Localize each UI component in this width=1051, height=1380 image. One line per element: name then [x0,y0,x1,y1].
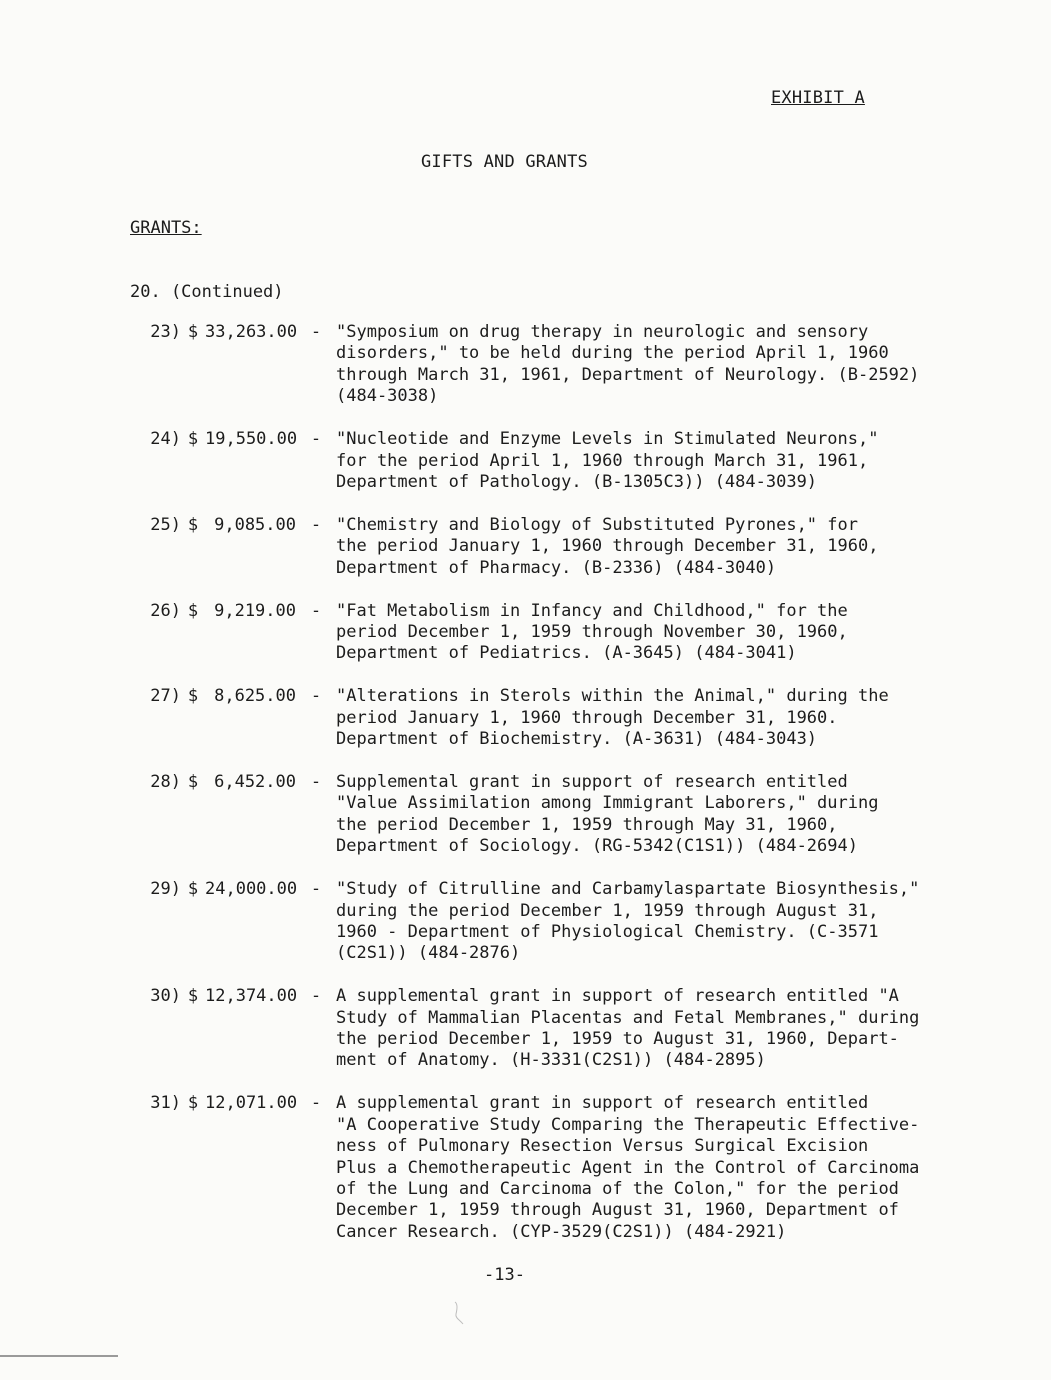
entry-description: Supplemental grant in support of research entitled "Value Assimilation among Immigrant Laborers," during the period December 1, 1959 through May 31, 1960, Department of Sociology. (RG-5342(C1S1)) (484-2694) [336,772,879,857]
entry-number: 26) [150,600,181,621]
entry-description: "Symposium on drug therapy in neurologic and sensory disorders," to be held during the period April 1, 1960 through March 31, 1961, Department of Neurology. (B-2592) (484-3038) [336,322,920,407]
entry-number: 27) [150,686,181,707]
grant-entry [0,686,1051,750]
grant-entry [0,515,1051,579]
dollar-sign: $ [187,986,199,1007]
exhibit-label: EXHIBIT A [771,88,865,108]
entry-description: A supplemental grant in support of research entitled "A Study of Mammalian Placentas and Fetal Membranes," during the period December 1, 1959 to August 31, 1960, Depart- ment of Anatomy. (H-3331(C2S1)) (484-2895) [336,986,920,1071]
dollar-sign: $ [187,686,199,707]
dollar-sign: $ [187,772,199,792]
entry-number: 30) [150,986,181,1007]
entry-amount: 19,550.00 [205,429,298,450]
grant-entry [0,1093,1051,1243]
entry-separator: - [310,879,322,900]
entry-amount: 9,219.00 [214,600,296,621]
entry-amount: 6,452.00 [214,772,296,792]
grant-entry [0,772,1051,858]
entry-amount: 12,071.00 [205,1093,298,1114]
entry-description: "Fat Metabolism in Infancy and Childhood," for the period December 1, 1959 through November 30, 1960, Department of Pediatrics. (A-3645) (484-3041) [336,600,848,664]
dollar-sign: $ [187,322,199,342]
entry-separator: - [310,514,322,535]
entry-description: "Alterations in Sterols within the Animal," during the period January 1, 1960 through December 31, 1960. Department of Biochemistry. (A-3631) (484-3043) [336,686,889,750]
pencil-mark-icon [452,1300,466,1326]
entry-separator: - [310,600,322,621]
entry-number: 23) [150,322,181,342]
entry-number: 28) [150,772,181,792]
entry-separator: - [310,772,322,792]
dollar-sign: $ [187,1093,199,1114]
dollar-sign: $ [187,514,199,535]
entry-separator: - [310,322,322,342]
entry-number: 29) [150,879,181,900]
entry-description: "Chemistry and Biology of Substituted Pyrones," for the period January 1, 1960 through December 31, 1960, Department of Pharmacy. (B-2336) (484-3040) [336,514,879,578]
page-title: GIFTS AND GRANTS [421,152,588,172]
entry-separator: - [310,429,322,450]
section-heading: GRANTS: [130,218,202,238]
grant-list [0,322,1051,1265]
grant-entry [0,986,1051,1072]
grant-entry [0,429,1051,493]
entry-amount: 24,000.00 [205,879,298,900]
dollar-sign: $ [187,600,199,621]
entry-separator: - [310,686,322,707]
entry-description: "Nucleotide and Enzyme Levels in Stimulated Neurons," for the period April 1, 1960 through March 31, 1961, Department of Pathology. (B-1305C3)) (484-3039) [336,429,879,492]
grant-entry [0,879,1051,965]
dollar-sign: $ [187,879,199,900]
entry-number: 24) [150,429,181,450]
dollar-sign: $ [187,429,199,450]
entry-description: A supplemental grant in support of research entitled "A Cooperative Study Comparing the Therapeutic Effective- ness of Pulmonary Resection Versus Surgical Excision Plus a Chemotherapeutic Agent in the Control of Carcinoma of the Lung and Carcinoma of the Colon," for the period December 1, 1959 through August 31, 1960, Department of Cancer Research. (CYP-3529(C2S1)) (484-2921) [336,1093,920,1242]
grant-entry [0,322,1051,408]
entry-amount: 12,374.00 [205,986,298,1007]
entry-number: 25) [150,514,181,535]
scan-edge-line [0,1355,118,1357]
grant-entry [0,601,1051,665]
entry-amount: 33,263.00 [205,322,298,342]
entry-amount: 8,625.00 [214,686,296,707]
entry-description: "Study of Citrulline and Carbamylaspartate Biosynthesis," during the period December 1, 1959 through August 31, 1960 - Department of Physiological Chemistry. (C-3571 (C2S1)) (484-2876) [336,879,920,964]
entry-number: 31) [150,1093,181,1114]
page-number: -13- [484,1265,525,1285]
entry-separator: - [310,986,322,1007]
entry-separator: - [310,1093,322,1114]
continued-label: 20. (Continued) [130,282,284,302]
entry-amount: 9,085.00 [214,514,296,535]
